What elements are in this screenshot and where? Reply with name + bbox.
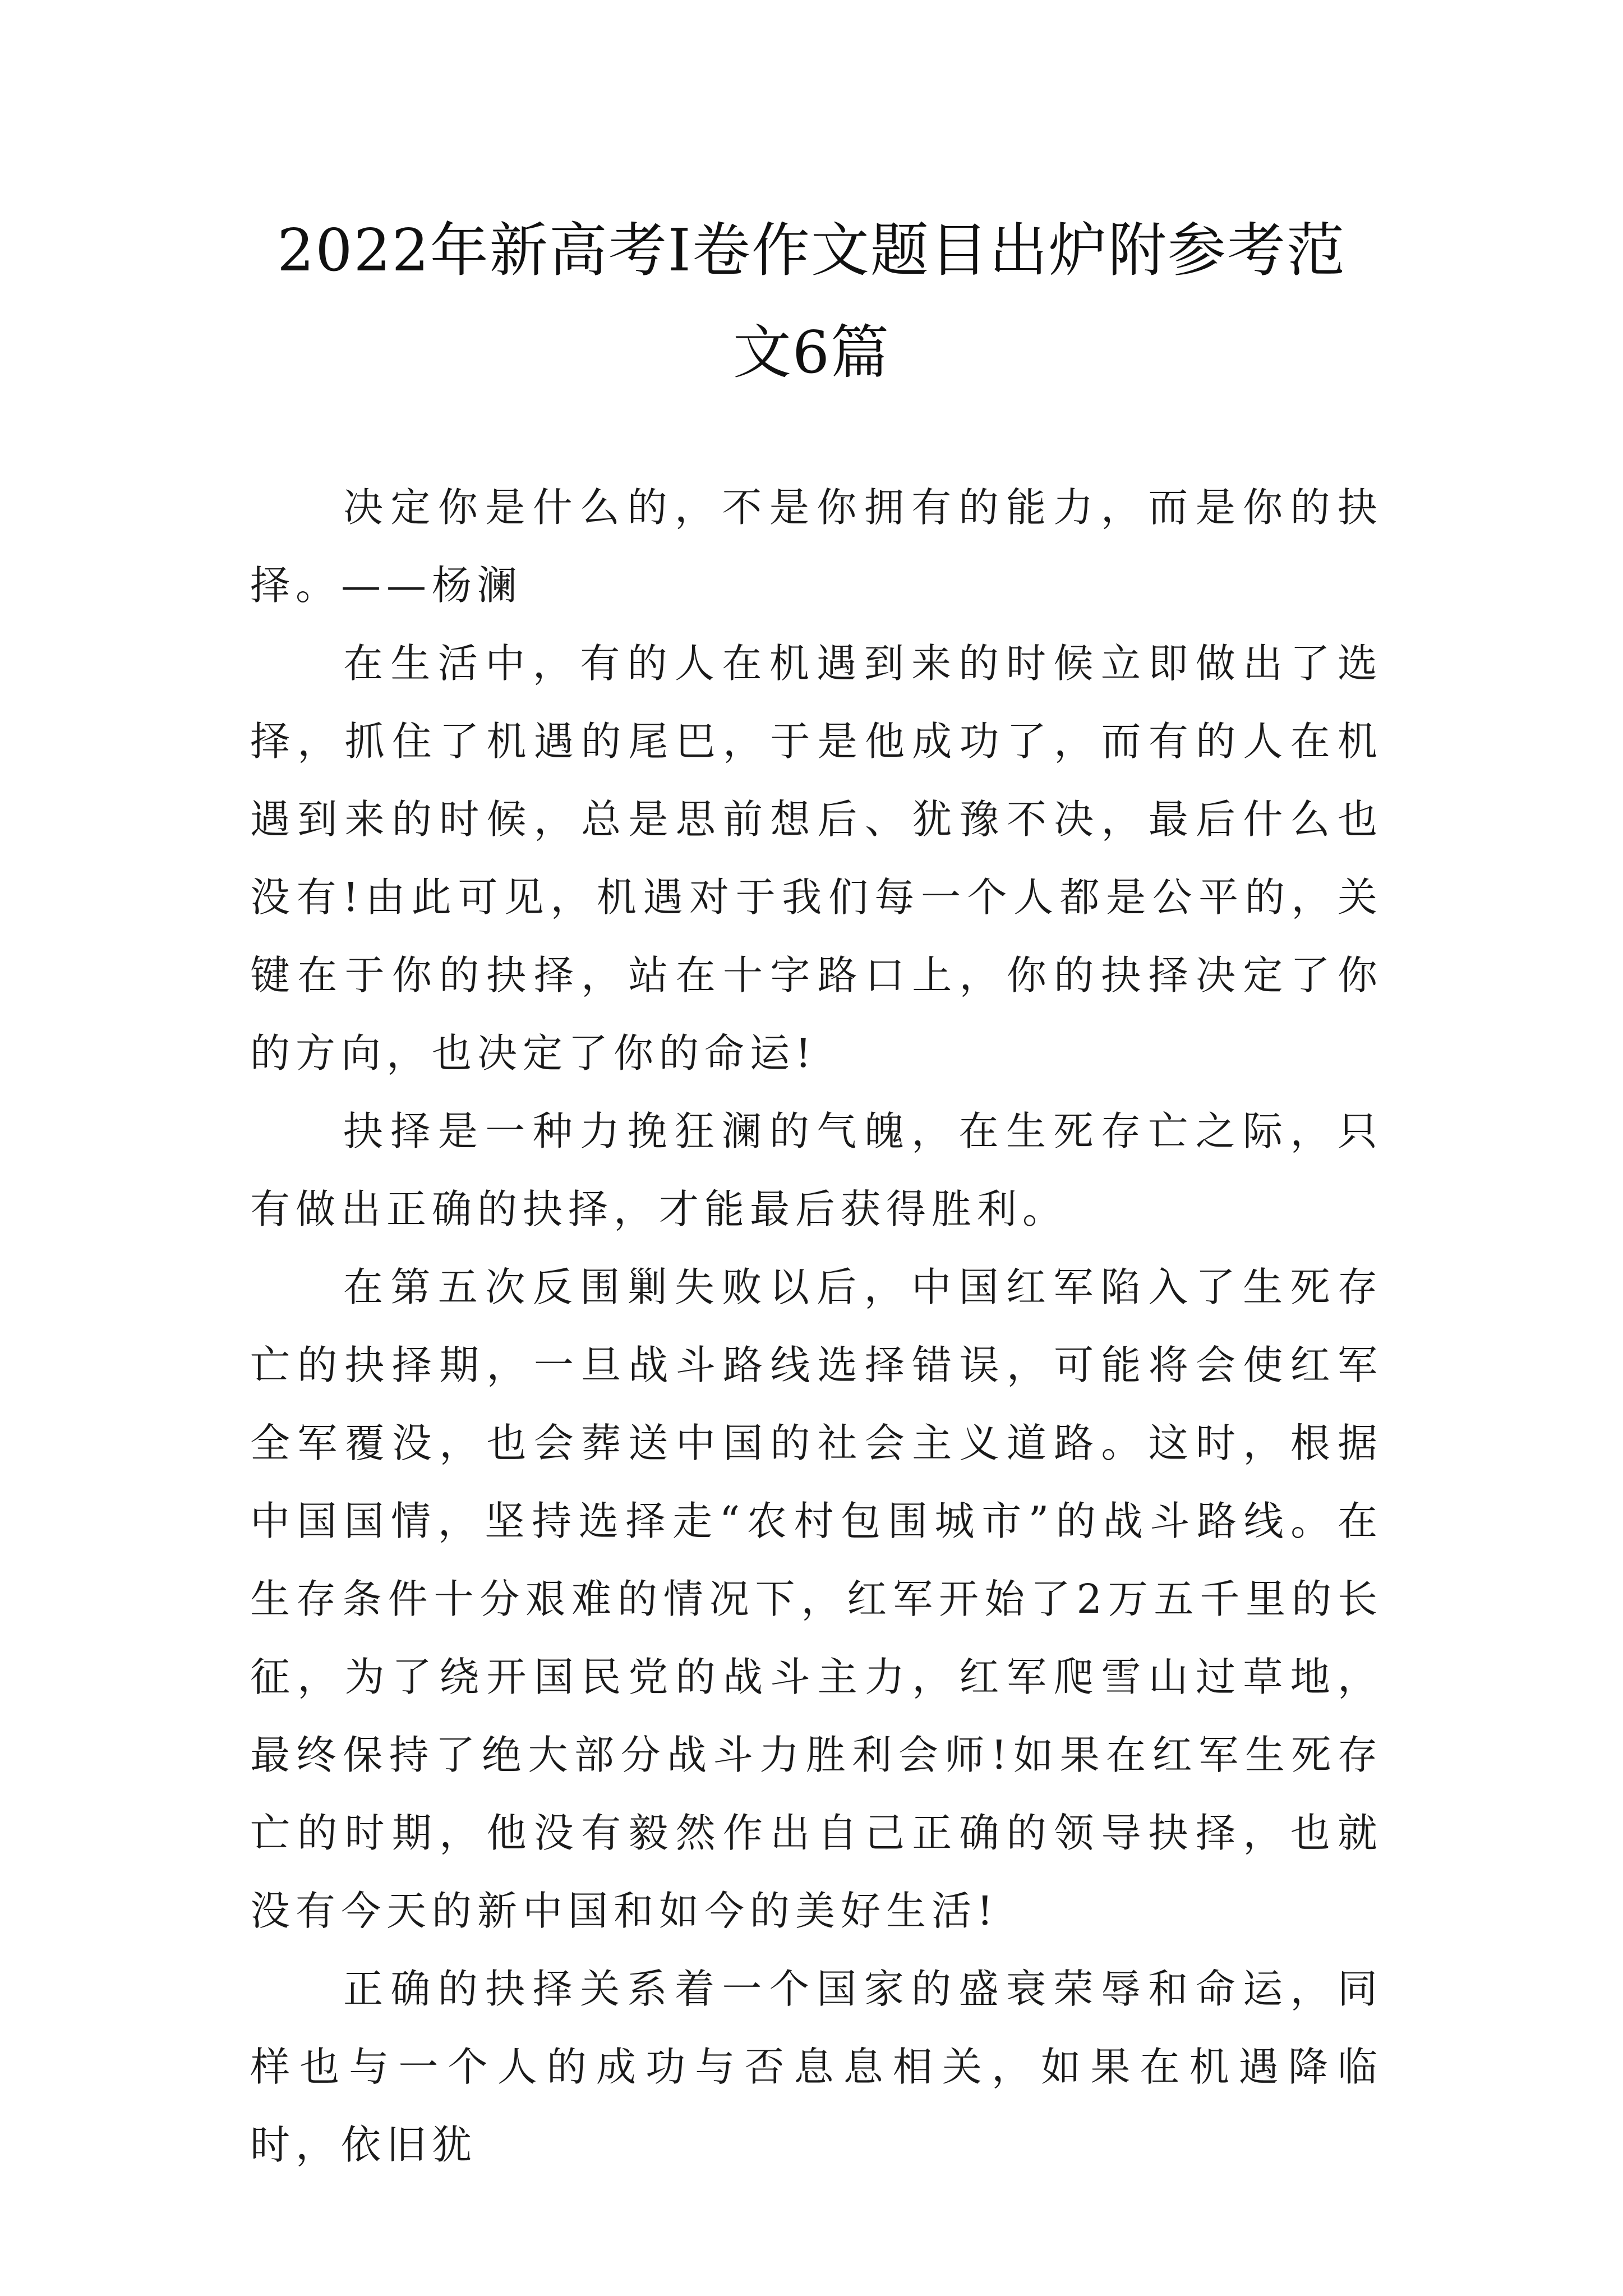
essay-body [250,468,1383,2184]
paragraph-quote: 决定你是什么的，不是你拥有的能力，而是你的抉择。——杨澜 [250,484,1383,609]
title-line-2: 文6篇 [732,318,891,386]
paragraph: 在第五次反围剿失败以后，中国红军陷入了生死存亡的抉择期，一旦战斗路线选择错误，可能将会使红军全军覆没，也会葬送中国的社会主义道路。这时，根据中国国情，坚持选择走“农村包围城市”的战斗路线。在生存条件十分艰难的情况下，红军开始了2万五千里的长征，为了绕开国民党的战斗主力，红军爬雪山过草地，最终保持了绝大部分战斗力胜利会师!如果在红军生死存亡的时期，他没有毅然作出自己正确的领导抉择，也就没有今天的新中国和如今的美好生活! [250,1264,1383,1934]
page-title [0,199,1623,403]
paragraph: 正确的抉择关系着一个国家的盛衰荣辱和命运，同样也与一个人的成功与否息息相关，如果在机遇降临时，依旧犹 [250,1966,1383,2168]
title-line-1: 2022年新高考Ⅰ卷作文题目出炉附参考范 [277,216,1346,284]
paragraph: 在生活中，有的人在机遇到来的时候立即做出了选择，抓住了机遇的尾巴，于是他成功了，而有的人在机遇到来的时候，总是思前想后、犹豫不决，最后什么也没有!由此可见，机遇对于我们每一个人都是公平的，关键在于你的抉择，站在十字路口上，你的抉择决定了你的方向，也决定了你的命运! [250,640,1383,1076]
paragraph: 抉择是一种力挽狂澜的气魄，在生死存亡之际，只有做出正确的抉择，才能最后获得胜利。 [250,1108,1383,1232]
